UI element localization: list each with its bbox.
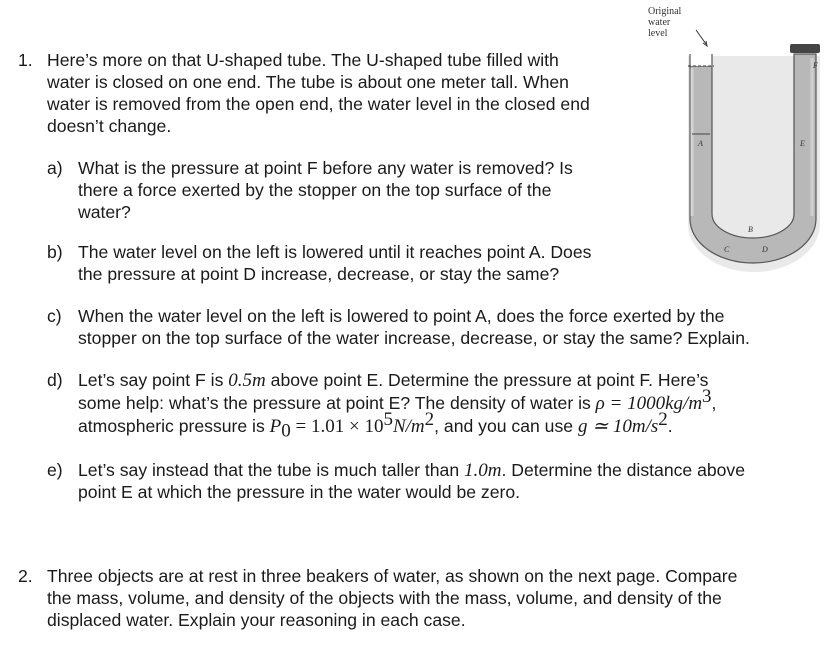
q1e-label: e) bbox=[47, 460, 63, 480]
question-1-number: 1. bbox=[18, 50, 33, 70]
q1-intro-line-4: doesn’t change. bbox=[47, 116, 172, 136]
distance-value: 0.5m bbox=[228, 370, 266, 391]
q1d-label: d) bbox=[47, 370, 63, 390]
q2-line-2: the mass, volume, and density of the objects with the mass, volume, and density of the bbox=[47, 588, 722, 608]
q1b-line-2: the pressure at point D increase, decrease, or stay the same? bbox=[78, 264, 560, 284]
point-a-label: A bbox=[698, 139, 703, 148]
q1-intro-line-3: water is removed from the open end, the water level in the closed end bbox=[47, 94, 590, 114]
gravity-expression: g ≃ 10m/s bbox=[577, 416, 659, 437]
q1c-line-1: When the water level on the left is lowered to point A, does the force exerted by the bbox=[78, 306, 725, 326]
q1a-line-3: water? bbox=[78, 202, 131, 222]
q1d-line-3: atmospheric pressure is $P_0 = 1.01 \times 10^5N/m^2$, and you can use g ≃ $10m/s^2$. bbox=[78, 409, 673, 442]
q1a-label: a) bbox=[47, 158, 63, 178]
q2-line-3: displaced water. Explain your reasoning in each case. bbox=[47, 610, 466, 630]
point-d-label: D bbox=[762, 245, 768, 254]
u-tube-figure bbox=[642, 4, 820, 274]
figure-caption-original: Original bbox=[648, 6, 682, 17]
stopper bbox=[790, 44, 820, 53]
q1-intro-line-2: water is closed on one end. The tube is about one meter tall. When bbox=[47, 72, 569, 92]
point-e-label: E bbox=[800, 139, 805, 148]
q1b-line-1: The water level on the left is lowered until it reaches point A. Does bbox=[78, 242, 592, 262]
q1c-line-2: stopper on the top surface of the water increase, decrease, or stay the same? Explain. bbox=[78, 328, 750, 348]
tube-height-value: 1.0m bbox=[464, 460, 502, 481]
q1-intro-line-1: Here’s more on that U-shaped tube. The U-shaped tube filled with bbox=[47, 50, 559, 70]
point-f-label: F bbox=[813, 61, 818, 70]
density-expression: ρ = 1000kg/m bbox=[595, 393, 703, 414]
q1d-line-2: some help: what’s the pressure at point E? The density of water is $\rho = 1000kg/m^3$, bbox=[78, 386, 717, 414]
q1d-line-1: Let’s say point F is 0.5m above point E. Determine the pressure at point F. Here’s bbox=[78, 370, 709, 391]
q1e-line-2: point E at which the pressure in the water would be zero. bbox=[78, 482, 521, 502]
caption-arrow bbox=[696, 30, 706, 44]
open-end-air bbox=[690, 54, 712, 66]
q1c-label: c) bbox=[47, 306, 62, 326]
q1e-line-1: Let’s say instead that the tube is much taller than 1.0m. Determine the distance above bbox=[78, 460, 746, 481]
q1b-label: b) bbox=[47, 242, 63, 262]
figure-caption-level: level bbox=[648, 28, 668, 39]
question-2-number: 2. bbox=[18, 566, 33, 586]
atmospheric-pressure-expression: = 1.01 × 10 bbox=[290, 416, 384, 437]
q1a-line-1: What is the pressure at point F before any water is removed? Is bbox=[78, 158, 573, 178]
q1a-line-2: there a force exerted by the stopper on the top surface of the bbox=[78, 180, 552, 200]
point-c-label: C bbox=[724, 245, 730, 254]
point-b-label: B bbox=[748, 225, 753, 234]
q2-line-1: Three objects are at rest in three beakers of water, as shown on the next page. Compare bbox=[47, 566, 738, 586]
figure-caption-water: water bbox=[648, 17, 671, 28]
